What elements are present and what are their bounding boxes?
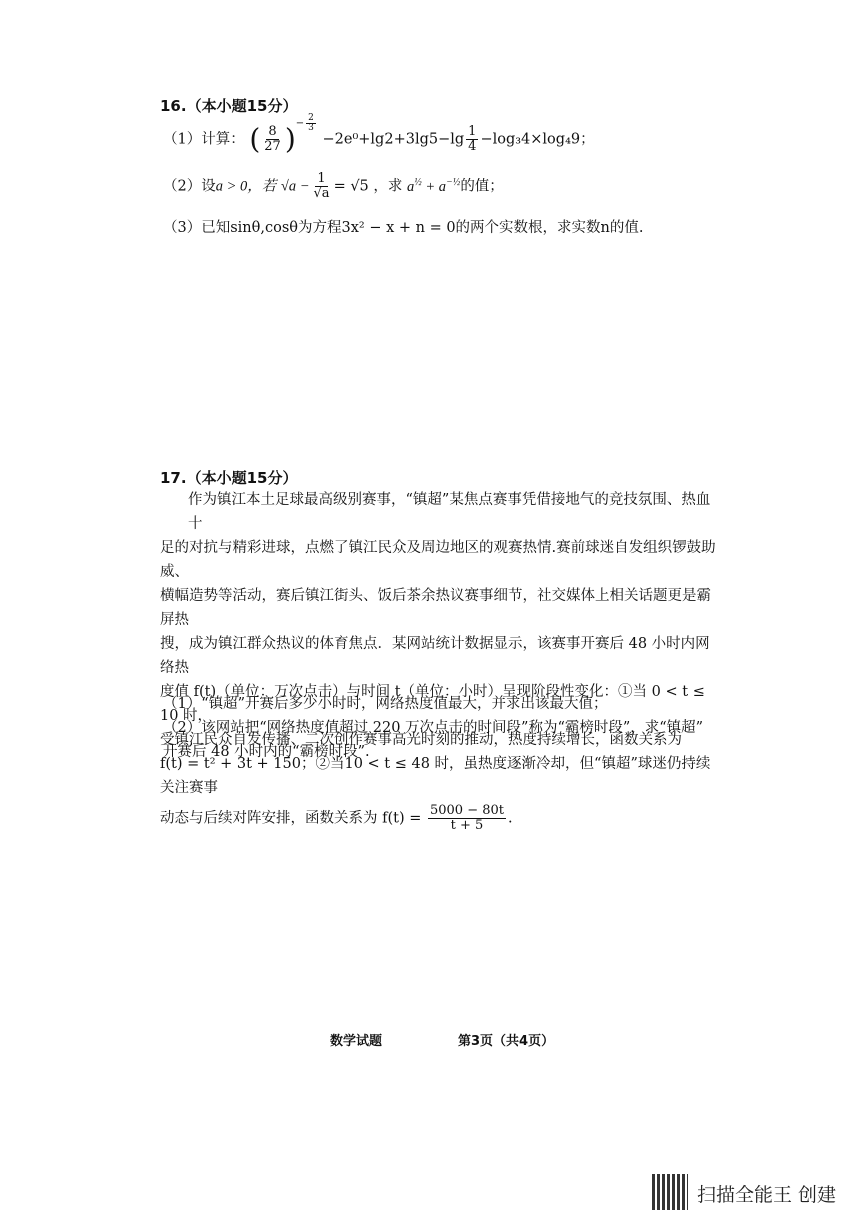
q17-line-5: 度值 f(t)（单位：万次点击）与时间 t（单位：小时）呈现阶段性变化：①当 0 < t ≤ 10 时， — [160, 684, 705, 724]
q16-part1: （1）计算： ( $\frac{8}{27}$ )$^{- \frac{2}{3}}$ −2e⁰+lg2+3lg5−lg $\frac{1}{4}$ −log₃4×log₄9； — [163, 112, 595, 156]
q17-line-2: 足的对抗与精彩进球，点燃了镇江民众及周边地区的观赛热情.赛前球迷自发组织锣鼓助威、 — [160, 540, 716, 580]
q16-part3: （3）已知sinθ,cosθ为方程3x² − x + n = 0的两个实数根，求实数n的值. — [163, 220, 644, 236]
fraction-8-27: $\frac{8}{27}$ — [264, 124, 281, 154]
q17-title: 17.（本小题15分） — [160, 469, 298, 487]
fraction-1-4: $\frac{1}{4}$ — [468, 124, 477, 154]
q16-title: 16.（本小题15分） — [160, 97, 298, 115]
q16-part1-log: −log₃4×log₄9； — [480, 131, 595, 148]
q17-line-8: 动态与后续对阵安排，函数关系为 f(t) = $\frac{5000 - 80t}{t + 5}$ . — [160, 803, 513, 833]
q17-line-1: 作为镇江本土足球最高级别赛事，“镇超”某焦点赛事凭借接地气的竞技氛围、热血十 — [188, 492, 711, 532]
q17-last-prefix: 动态与后续对阵安排，函数关系为 f(t) = — [160, 810, 422, 827]
q17-sub2-b: 开赛后 48 小时内的“霸榜时段”. — [163, 744, 370, 760]
q16-part2-cond: a > 0，若 — [215, 178, 277, 195]
q17-line-3: 横幅造势等活动，赛后镇江街头、饭后茶余热议赛事细节，社交媒体上相关话题更是霸屏热 — [160, 588, 711, 628]
q17-line-7: f(t) = t² + 3t + 150；②当10 < t ≤ 48 时，虽热度逐渐冷却，但“镇超”球迷仍持续关注赛事 — [160, 756, 711, 796]
q16-part2-eq: = √5 ，求 — [333, 178, 403, 195]
footer-page: 第3页（共4页） — [458, 1034, 555, 1049]
fraction-f-t: $\frac{5000 - 80t}{t + 5}$ — [429, 803, 504, 833]
q17-sub1: （1）“镇超”开赛后多少小时时，网络热度值最大，并求出该最大值； — [163, 696, 608, 712]
q16-part2: （2）设a > 0，若 √a − $\frac{1}{√a}$ = √5 ，求 $a^{\frac{1}{2}} + a^{-\frac{1}{2}}$的值； — [163, 171, 504, 201]
q17-line-6: 受镇江民众自发传播、二次创作赛事高光时刻的推动，热度持续增长，函数关系为 — [160, 732, 682, 748]
q16-part2-label: （2）设 — [163, 178, 216, 195]
q16-part1-label: （1）计算： — [163, 131, 245, 148]
q17-line-4: 搜，成为镇江群众热议的体育焦点．某网站统计数据显示，该赛事开赛后 48 小时内网络热 — [160, 636, 710, 676]
q16-part2-tail: 的值； — [460, 178, 504, 195]
footer-subject: 数学试题 — [330, 1034, 383, 1049]
scanner-watermark: 扫描全能王 创建 — [697, 1184, 837, 1206]
q17-sub2-a: （2）该网站把“网络热度值超过 220 万次点击的时间段”称为“霸榜时段”，求“镇超” — [163, 720, 704, 736]
qr-code-icon — [652, 1174, 688, 1210]
q17-body — [160, 488, 720, 833]
fraction-1-sqrt-a: $\frac{1}{√a}$ — [313, 171, 330, 201]
q16-part1-expr: −2e⁰+lg2+3lg5−lg — [322, 131, 465, 148]
